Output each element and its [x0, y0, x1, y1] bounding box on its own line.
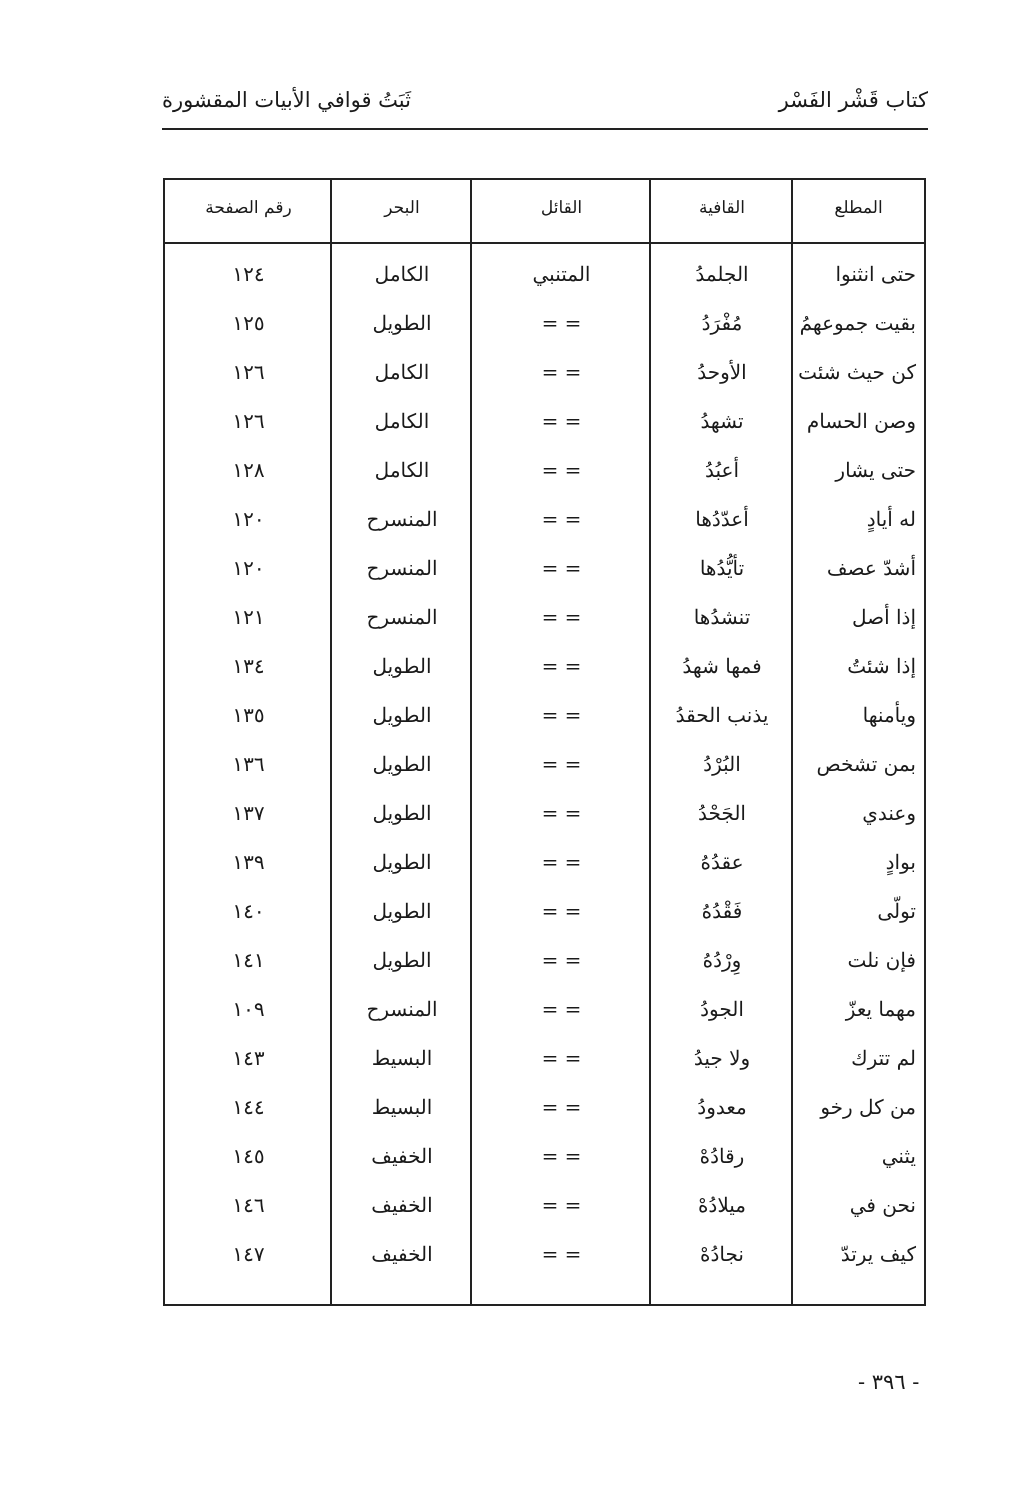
cell-bahr: الطويل: [372, 899, 432, 923]
table-header-row: [165, 180, 924, 244]
cell-page: ١٤٦: [232, 1193, 265, 1217]
table-row: [165, 938, 924, 987]
cell-page: ١٣٩: [232, 850, 265, 874]
cell-bahr: المنسرح: [366, 556, 438, 580]
cell-matla: أشدّ عصف: [826, 556, 916, 580]
cell-qafiya: الجلمدُ: [695, 262, 749, 286]
cell-page: ١٢٠: [232, 556, 265, 580]
cell-qail: = =: [541, 556, 582, 580]
cell-bahr: الخفيف: [371, 1242, 433, 1266]
cell-matla: ويأمنها: [862, 703, 916, 727]
cell-qafiya: نجادُهْ: [700, 1242, 744, 1266]
cell-page: ١٤٥: [232, 1144, 265, 1168]
cell-qail: = =: [541, 1095, 582, 1119]
cell-page: ١٢٨: [232, 458, 265, 482]
table-row: [165, 693, 924, 742]
cell-qail: المتنبي: [532, 262, 591, 286]
page-number: - ٣٩٦ -: [858, 1370, 920, 1394]
cell-qafiya: مُفْرَدُ: [701, 311, 743, 335]
cell-qail: = =: [541, 409, 582, 433]
cell-bahr: الطويل: [372, 948, 432, 972]
cell-bahr: الطويل: [372, 311, 432, 335]
cell-bahr: المنسرح: [366, 997, 438, 1021]
cell-page: ١٠٩: [232, 997, 265, 1021]
cell-page: ١٢٦: [232, 409, 265, 433]
cell-bahr: المنسرح: [366, 507, 438, 531]
table-row: [165, 1232, 924, 1281]
cell-qail: = =: [541, 458, 582, 482]
rhymes-table: [163, 178, 926, 1306]
cell-qail: = =: [541, 899, 582, 923]
cell-qafiya: عقدُهُ: [700, 850, 744, 874]
cell-bahr: الطويل: [372, 850, 432, 874]
table-row: [165, 252, 924, 301]
cell-qail: = =: [541, 507, 582, 531]
cell-bahr: البسيط: [371, 1095, 433, 1119]
cell-matla: من كل رخو: [820, 1095, 916, 1119]
cell-bahr: الطويل: [372, 752, 432, 776]
cell-page: ١٢٦: [232, 360, 265, 384]
cell-qafiya: تنشدُها: [693, 605, 751, 629]
cell-qail: = =: [541, 801, 582, 825]
cell-qafiya: فمها شهدُ: [682, 654, 762, 678]
cell-qail: = =: [541, 1193, 582, 1217]
table-row: [165, 497, 924, 546]
cell-qail: = =: [541, 605, 582, 629]
cell-matla: يثني: [881, 1144, 916, 1168]
table-row: [165, 742, 924, 791]
cell-qafiya: ولا جيدُ: [693, 1046, 751, 1070]
table-row: [165, 889, 924, 938]
cell-qail: = =: [541, 997, 582, 1021]
cell-page: ١٣٥: [232, 703, 265, 727]
cell-matla: إذا شئتُ: [847, 654, 916, 678]
cell-page: ١٢٥: [232, 311, 265, 335]
table-row: [165, 1183, 924, 1232]
cell-qafiya: البُرْدُ: [703, 752, 741, 776]
cell-qafiya: فَقْدُهُ: [701, 899, 743, 923]
cell-bahr: الطويل: [372, 654, 432, 678]
cell-matla: إذا أصل: [851, 605, 916, 629]
cell-qafiya: الجودُ: [700, 997, 744, 1021]
cell-qafiya: الأوحدُ: [697, 360, 747, 384]
cell-bahr: الطويل: [372, 801, 432, 825]
table-row: [165, 987, 924, 1036]
table-row: [165, 546, 924, 595]
cell-bahr: الكامل: [374, 262, 430, 286]
cell-qail: = =: [541, 1242, 582, 1266]
cell-qafiya: أعبُدُ: [704, 458, 740, 482]
header-qafiya: القافية: [698, 198, 746, 218]
cell-qafiya: ميلادُهْ: [697, 1193, 747, 1217]
cell-matla: كيف يرتدّ: [840, 1242, 916, 1266]
table-row: [165, 791, 924, 840]
cell-page: ١٤١: [232, 948, 265, 972]
cell-matla: وعندي: [862, 801, 916, 825]
table-row: [165, 1134, 924, 1183]
table-row: [165, 448, 924, 497]
cell-page: ١٤٣: [232, 1046, 265, 1070]
table-row: [165, 644, 924, 693]
cell-page: ١٣٤: [232, 654, 265, 678]
cell-qail: = =: [541, 752, 582, 776]
cell-page: ١٤٧: [232, 1242, 265, 1266]
cell-matla: كن حيث شئت: [798, 360, 916, 384]
cell-qafiya: رقادُهْ: [699, 1144, 745, 1168]
cell-qafiya: أعدّدُها: [695, 507, 749, 531]
cell-qafiya: وِرْدُهُ: [702, 948, 742, 972]
cell-qafiya: الجَحْدُ: [698, 801, 746, 825]
cell-page: ١٣٧: [232, 801, 265, 825]
cell-page: ١٢٠: [232, 507, 265, 531]
table-row: [165, 595, 924, 644]
table-row: [165, 1036, 924, 1085]
cell-qafiya: معدودُ: [697, 1095, 747, 1119]
cell-bahr: الطويل: [372, 703, 432, 727]
cell-matla: نحن في: [849, 1193, 916, 1217]
cell-qail: = =: [541, 1046, 582, 1070]
cell-qail: = =: [541, 948, 582, 972]
cell-matla: وصن الحسام: [806, 409, 916, 433]
header-page: رقم الصفحة: [205, 198, 292, 218]
table-row: [165, 840, 924, 889]
cell-qail: = =: [541, 654, 582, 678]
cell-qail: = =: [541, 850, 582, 874]
cell-bahr: البسيط: [371, 1046, 433, 1070]
cell-bahr: المنسرح: [366, 605, 438, 629]
cell-matla: بقيت جموعهمُ: [799, 311, 916, 335]
book-title: كتاب قَشْر الفَسْر: [778, 88, 928, 112]
table-row: [165, 301, 924, 350]
cell-matla: تولّى: [877, 899, 916, 923]
cell-qafiya: يذنب الحقدُ: [675, 703, 769, 727]
cell-matla: بمن تشخص: [816, 752, 916, 776]
table-row: [165, 1085, 924, 1134]
cell-page: ١٢١: [232, 605, 265, 629]
cell-qail: = =: [541, 703, 582, 727]
cell-matla: حتى انثنوا: [835, 262, 916, 286]
cell-qail: = =: [541, 360, 582, 384]
cell-page: ١٣٦: [232, 752, 265, 776]
cell-page: ١٤٤: [232, 1095, 265, 1119]
header-matla: المطلع: [834, 198, 883, 218]
section-title: ثَبَتُ قوافي الأبيات المقشورة: [162, 88, 411, 112]
cell-qail: = =: [541, 1144, 582, 1168]
running-header: [162, 84, 928, 130]
cell-matla: بوادٍ: [885, 850, 916, 874]
cell-bahr: الخفيف: [371, 1193, 433, 1217]
cell-qafiya: تأيُّدُها: [699, 556, 745, 580]
cell-bahr: الكامل: [374, 409, 430, 433]
cell-matla: لم تترك: [851, 1046, 916, 1070]
cell-qafiya: تشهدُ: [700, 409, 744, 433]
cell-page: ١٢٤: [232, 262, 265, 286]
cell-bahr: الكامل: [374, 360, 430, 384]
cell-matla: فإن نلت: [847, 948, 916, 972]
cell-bahr: الكامل: [374, 458, 430, 482]
cell-page: ١٤٠: [232, 899, 265, 923]
table-row: [165, 350, 924, 399]
cell-matla: مهما يعزّ: [845, 997, 916, 1021]
cell-matla: حتى يشار: [835, 458, 916, 482]
header-bahr: البحر: [384, 198, 420, 218]
table-row: [165, 399, 924, 448]
header-qail: القائل: [540, 198, 583, 218]
cell-bahr: الخفيف: [371, 1144, 433, 1168]
cell-qail: = =: [541, 311, 582, 335]
cell-matla: له أيادٍ: [866, 507, 916, 531]
